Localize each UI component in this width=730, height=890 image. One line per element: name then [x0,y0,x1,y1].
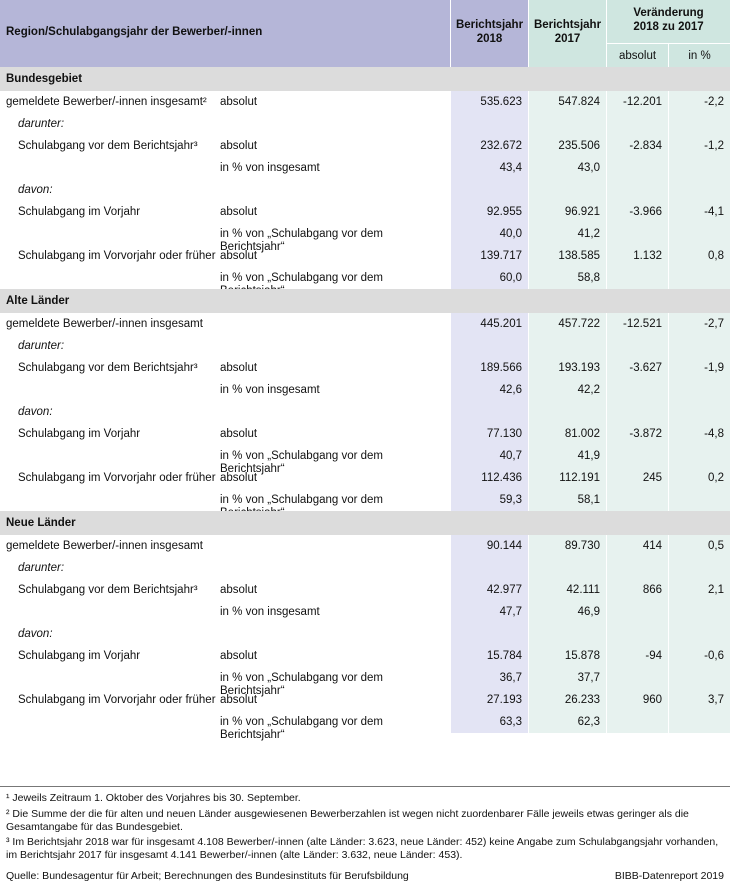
row-label-cell [0,267,450,289]
row-label-cell [0,113,450,135]
row-label-cell [0,179,450,201]
header-abs: absolut [618,50,657,62]
section-title-cell [0,67,450,91]
change-percent: -1,2 [668,135,730,157]
row-label: Schulabgang im Vorjahr [18,428,141,440]
header-2017-line2: 2017 [554,33,581,45]
row-measure: absolut [220,250,258,262]
row-label: darunter: [18,562,65,574]
value-2017: 62,3 [528,711,606,733]
value-2017: 37,7 [528,667,606,689]
value-2017: 42.111 [528,579,606,601]
change-absolute: 245 [606,467,668,489]
row-label: darunter: [18,340,65,352]
table-row [0,489,730,511]
change-percent [668,711,730,733]
change-absolute [606,179,668,201]
change-absolute [606,401,668,423]
value-2018: 42.977 [450,579,528,601]
change-percent: -4,8 [668,423,730,445]
row-label-cell [0,667,450,697]
value-2018: 43,4 [450,157,528,179]
row-label-cell [0,313,450,335]
value-2017 [528,335,606,357]
value-2017: 81.002 [528,423,606,445]
table-row [0,557,730,579]
row-label-cell [0,689,450,711]
change-percent [668,335,730,357]
row-label-cell [0,645,450,667]
value-2017: 42,2 [528,379,606,401]
change-absolute: -3.627 [606,357,668,379]
change-percent [668,667,730,689]
change-absolute: 414 [606,535,668,557]
value-2018 [450,401,528,423]
change-percent [668,601,730,623]
row-label-cell [0,557,450,579]
row-label: Schulabgang vor dem Berichtsjahr³ [18,584,198,596]
value-2017 [528,623,606,645]
value-2018: 445.201 [450,313,528,335]
table-row [0,223,730,253]
header-2018-line1: Berichtsjahr [455,19,524,31]
change-percent: -2,7 [668,313,730,335]
value-2017: 138.585 [528,245,606,267]
row-measure: in % von insgesamt [220,162,320,174]
row-label-cell [0,335,450,357]
table-row [0,535,730,557]
table-row [0,313,730,335]
section-title: Neue Länder [6,517,76,529]
change-percent [668,179,730,201]
section-title: Alte Länder [6,295,70,307]
value-2018: 63,3 [450,711,528,733]
row-label: davon: [18,406,53,418]
change-absolute: -12.201 [606,91,668,113]
change-percent [668,267,730,289]
row-label-cell [0,135,450,157]
row-label-cell [0,401,450,423]
row-label: davon: [18,184,53,196]
row-measure: in % von „Schulabgang vor dem [220,494,384,506]
change-absolute: -2.834 [606,135,668,157]
row-measure: in % von „Schulabgang vor dem Berichtsjahr“ [220,716,384,741]
change-absolute [606,489,668,511]
header-title-cell [0,0,450,67]
row-label-cell [0,245,450,267]
row-measure: absolut [220,472,258,484]
change-percent: 0,8 [668,245,730,267]
table-row [0,379,730,401]
value-2017: 58,1 [528,489,606,511]
row-label-cell [0,623,450,645]
value-2018: 232.672 [450,135,528,157]
header-pct: in % [688,50,711,62]
value-2018 [450,113,528,135]
row-label: Schulabgang im Vorjahr [18,206,141,218]
value-2017: 41,2 [528,223,606,245]
change-absolute [606,223,668,245]
change-percent: 0,5 [668,535,730,557]
table-row [0,445,730,475]
change-percent: -0,6 [668,645,730,667]
row-measure: in % von „Schulabgang vor dem Berichtsjahr“ [220,228,384,253]
change-percent: 0,2 [668,467,730,489]
value-2018 [450,623,528,645]
change-percent [668,157,730,179]
change-absolute: -94 [606,645,668,667]
table-row [0,423,730,445]
change-percent: -4,1 [668,201,730,223]
row-measure: in % von „Schulabgang vor dem [220,272,384,284]
credit: BIBB-Datenreport 2019 [614,870,724,882]
change-absolute: 1.132 [606,245,668,267]
change-absolute [606,557,668,579]
row-label-cell [0,445,450,475]
header-change-line2: 2018 zu 2017 [633,21,704,33]
row-label-cell [0,711,450,741]
value-2017 [528,401,606,423]
table-row [0,623,730,645]
change-absolute: 960 [606,689,668,711]
change-percent [668,557,730,579]
row-measure: absolut [220,96,258,108]
header-2018-cell [450,0,528,67]
value-2017: 547.824 [528,91,606,113]
value-2018: 27.193 [450,689,528,711]
table-row [0,157,730,179]
row-label-cell [0,601,450,623]
header-title: Region/Schulabgangsjahr der Bewerber/-innen [6,26,263,38]
row-label-cell [0,223,450,253]
change-absolute [606,335,668,357]
value-2017: 26.233 [528,689,606,711]
row-label: Schulabgang im Vorvorjahr oder früher [18,250,216,262]
change-percent: 3,7 [668,689,730,711]
value-2018 [450,179,528,201]
change-absolute: -3.966 [606,201,668,223]
header-2017-line1: Berichtsjahr [533,19,602,31]
change-absolute [606,623,668,645]
table-row [0,711,730,741]
footnote: ³ Im Berichtsjahr 2018 war für insgesamt 4.108 Bewerber/-innen (alte Länder: 3.623, neue Länder: 452) keine Angabe zum Schulabgangsjahr vorhanden, im Berichtsjahr 2017 für insgesamt 4.141 Bewerber/-innen (alte Länder: 3.632, neue Länder: 453). [6,836,719,861]
change-percent: -1,9 [668,357,730,379]
table-row [0,357,730,379]
row-label: Schulabgang im Vorvorjahr oder früher [18,694,216,706]
section-header [0,289,730,313]
header-abs-cell [606,44,668,67]
change-absolute [606,157,668,179]
change-percent: 2,1 [668,579,730,601]
value-2018: 92.955 [450,201,528,223]
row-label-cell [0,379,450,401]
table-row [0,579,730,601]
table-row [0,201,730,223]
table-header [0,0,730,67]
row-measure: absolut [220,140,258,152]
table-row [0,645,730,667]
value-2017: 15.878 [528,645,606,667]
header-pct-cell [668,44,730,67]
row-measure: in % von „Schulabgang vor dem Berichtsjahr“ [220,672,384,697]
change-absolute: 866 [606,579,668,601]
value-2017: 96.921 [528,201,606,223]
change-absolute [606,113,668,135]
section-header [0,511,730,535]
row-label: Schulabgang im Vorjahr [18,650,141,662]
row-label: Schulabgang im Vorvorjahr oder früher [18,472,216,484]
table-row [0,113,730,135]
value-2018: 15.784 [450,645,528,667]
value-2017: 43,0 [528,157,606,179]
value-2018: 139.717 [450,245,528,267]
change-percent [668,489,730,511]
value-2018 [450,557,528,579]
footer-divider [0,786,730,787]
source-note: Quelle: Bundesagentur für Arbeit; Berechnungen des Bundesinstituts für Berufsbildung [6,870,409,882]
value-2018: 36,7 [450,667,528,689]
row-label: Schulabgang vor dem Berichtsjahr³ [18,362,198,374]
value-2018: 189.566 [450,357,528,379]
value-2017: 193.193 [528,357,606,379]
section-title-cell [0,511,450,535]
change-absolute: -3.872 [606,423,668,445]
table-row [0,335,730,357]
change-absolute [606,267,668,289]
value-2018: 47,7 [450,601,528,623]
table-row [0,267,730,289]
value-2017: 235.506 [528,135,606,157]
value-2018: 112.436 [450,467,528,489]
row-measure: in % von insgesamt [220,606,320,618]
row-label: gemeldete Bewerber/-innen insgesamt [6,318,203,330]
value-2018: 40,7 [450,445,528,467]
value-2017: 112.191 [528,467,606,489]
value-2018: 77.130 [450,423,528,445]
change-percent [668,113,730,135]
row-label-cell [0,201,450,223]
row-label-cell [0,157,450,179]
row-measure: absolut [220,362,258,374]
value-2017 [528,557,606,579]
row-label: gemeldete Bewerber/-innen insgesamt² [6,96,207,108]
row-measure: in % von insgesamt [220,384,320,396]
change-percent [668,223,730,245]
table-row [0,467,730,489]
value-2017 [528,179,606,201]
row-label-cell [0,535,450,557]
change-absolute: -12.521 [606,313,668,335]
row-measure: absolut [220,650,258,662]
change-percent [668,623,730,645]
header-2018 [451,18,528,46]
change-percent [668,401,730,423]
row-label-cell [0,423,450,445]
row-label-cell [0,467,450,489]
change-percent [668,445,730,467]
row-label-cell [0,357,450,379]
header-change [606,0,730,44]
header-2017-cell [528,0,606,67]
value-2017: 58,8 [528,267,606,289]
table-row [0,689,730,711]
section-title-cell [0,289,450,313]
header-change-line1: Veränderung [633,7,704,19]
value-2017: 46,9 [528,601,606,623]
value-2017: 89.730 [528,535,606,557]
table-row [0,179,730,201]
table-row [0,245,730,267]
change-absolute [606,379,668,401]
table-row [0,601,730,623]
table-row [0,135,730,157]
footnote: ² Die Summe der die für alten und neuen Länder ausgewiesenen Bewerberzahlen ist wegen nicht zuordenbarer Fälle jeweils etwas geringer als die Gesamtangabe für das Bundesgebiet. [6,808,689,833]
value-2018: 59,3 [450,489,528,511]
change-absolute [606,667,668,689]
row-measure: absolut [220,428,258,440]
value-2018: 535.623 [450,91,528,113]
value-2018 [450,335,528,357]
change-percent: -2,2 [668,91,730,113]
value-2018: 60,0 [450,267,528,289]
section-title: Bundesgebiet [6,73,83,85]
row-label: Schulabgang vor dem Berichtsjahr³ [18,140,198,152]
value-2018: 42,6 [450,379,528,401]
row-label-cell [0,91,450,113]
row-measure: absolut [220,694,258,706]
footnote: ¹ Jeweils Zeitraum 1. Oktober des Vorjahres bis 30. September. [6,792,301,804]
row-label-cell [0,579,450,601]
value-2018: 90.144 [450,535,528,557]
table-row [0,401,730,423]
header-2017 [529,18,606,46]
table-row [0,667,730,697]
value-2017: 457.722 [528,313,606,335]
change-percent [668,379,730,401]
row-label: gemeldete Bewerber/-innen insgesamt [6,540,203,552]
row-label: darunter: [18,118,65,130]
header-2018-line2: 2018 [476,33,503,45]
value-2017 [528,113,606,135]
row-measure: absolut [220,206,258,218]
row-label-cell [0,489,450,511]
change-absolute [606,711,668,733]
value-2017: 41,9 [528,445,606,467]
row-measure: absolut [220,584,258,596]
change-absolute [606,445,668,467]
change-absolute [606,601,668,623]
row-measure: in % von „Schulabgang vor dem Berichtsjahr“ [220,450,384,475]
value-2018: 40,0 [450,223,528,245]
table-row [0,91,730,113]
section-header [0,67,730,91]
row-label: davon: [18,628,53,640]
